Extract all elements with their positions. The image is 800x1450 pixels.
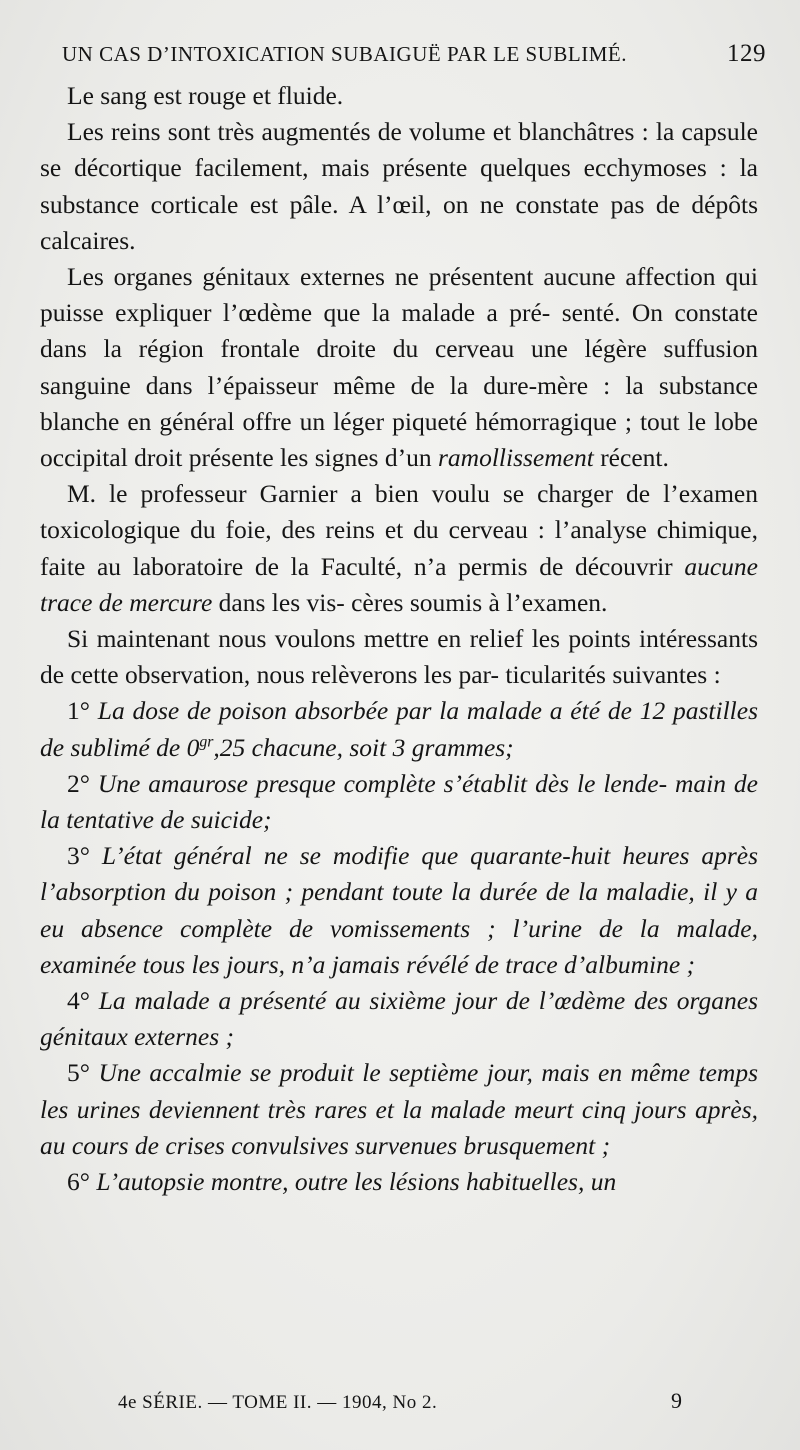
footer (118, 1388, 718, 1422)
page-number: 129 (727, 40, 766, 67)
item-number: 3° (67, 841, 90, 871)
item-text: Une amaurose presque complète s’établit dès le lende- main de la tentative de suicide; (40, 768, 758, 835)
item-number: 5° (67, 1058, 90, 1088)
paragraph-text: récent. (593, 443, 669, 473)
paragraph-text: M. le professeur Garnier a bien voulu se charger de l’examen toxicologique du foie, des reins et du cerveau : l’analyse chimique, faite au laboratoire de la Faculté, n’a permis de découvrir (40, 479, 758, 581)
list-item (40, 766, 758, 838)
item-text: La dose de poison absorbée par la malade a été de 12 pastilles de sublimé de 0 (40, 696, 759, 762)
running-head (62, 38, 766, 72)
item-text: ,25 chacune, soit 3 grammes; (213, 732, 514, 762)
item-text: L’autopsie montre, outre les lésions habituelles, un (96, 1167, 617, 1197)
list-item (40, 693, 758, 765)
series-line: 4e SÉRIE. — TOME II. — 1904, No 2. (118, 1392, 438, 1413)
paragraph: Les reins sont très augmentés de volume et blanchâtres : la capsule se décortique facilement, mais présente quelques ecchymoses : la substance corticale est pâle. A l’œil, on ne constate pas de dépôts calcaires. (40, 117, 758, 255)
signature-mark: 9 (671, 1388, 682, 1413)
item-text: La malade a présenté au sixième jour de l’œdème des organes génitaux externes ; (40, 986, 758, 1052)
list-item (40, 1164, 758, 1200)
paragraph: Si maintenant nous voulons mettre en relief les points intéressants de cette observation, nous relèverons les par- ticularités suivantes : (40, 624, 758, 690)
item-number: 2° (67, 768, 90, 798)
body-text (40, 78, 758, 1200)
item-text: L’état général ne se modifie que quarante-huit heures après l’absorption du poison ; pendant toute la durée de la maladie, il y a eu absence complète de vomissements ; l’urine de la malade, examinée tous les jours, n’a jamais révélé de trace d’albumine ; (40, 841, 759, 979)
paragraph (40, 476, 758, 621)
paragraph: Le sang est rouge et fluide. (67, 81, 344, 110)
italic-term: ramollissement (437, 443, 594, 473)
item-superscript: gr (199, 733, 214, 751)
item-number: 1° (67, 696, 90, 726)
running-title: UN CAS D’INTOXICATION SUBAIGUË PAR LE SUBLIMÉ. (62, 42, 627, 66)
item-number: 6° (67, 1167, 90, 1197)
italic-term: aucune trace de mercure (40, 551, 758, 617)
item-number: 4° (67, 986, 90, 1016)
list-item (40, 1055, 758, 1164)
list-item (40, 838, 758, 983)
paragraph-text: Les organes génitaux externes ne présentent aucune affection qui puisse expliquer l’œdème que la malade a pré- senté. On constate dans la région frontale droite du cerveau une légère suffusion sanguine dans l’épaisseur même de la dure-mère : la substance blanche en général offre un léger piqueté hémorragique ; tout le lobe occipital droit présente les signes d’un (40, 262, 758, 473)
paragraph (40, 259, 758, 476)
list-item (40, 983, 758, 1055)
paragraph-text: dans les vis- cères soumis à l’examen. (212, 587, 608, 617)
item-text: Une accalmie se produit le septième jour, mais en même temps les urines deviennent très rares et la malade meurt cinq jours après, au cours de crises convulsives survenues brusquement ; (40, 1058, 758, 1160)
